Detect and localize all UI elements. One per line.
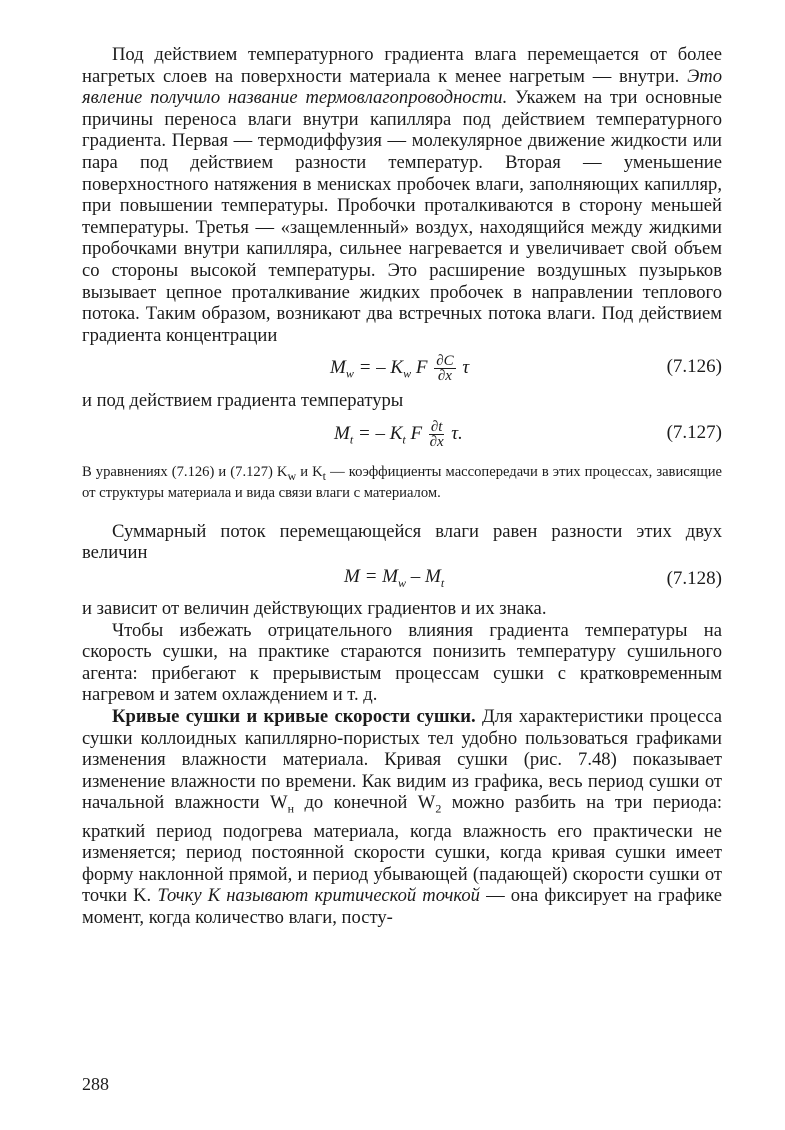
equation-label: (7.127): [666, 421, 722, 443]
text-run: Укажем на три основные причины переноса влаги внутри капилляра под действием температурного градиента. Первая — термодиффузия — молекулярное движение жидкости или пара под действием разности температур. Вторая — уменьшение поверхностного натяжения в менисках пробочек влаги, заполняющих капилляр, при повышении температуры. Пробочки проталкиваются в сторону меньшей температуры. Третья — «защемленный» воздух, находящийся между жидкими пробочками внутри капилляра, сильнее нагревается и увеличивает свой объем со стороны высокой температуры. Это расширение воздушных пузырьков вызывает цепное проталкивание жидких пробочек в направлении теплового потока. Таким образом, возникают два встречных потока влаги. Под действием градиента концентрации: [82, 87, 722, 346]
formula: $M_t$ = – $K_t$ F $\frac{\partial t}{\partial x}$ τ.: [334, 418, 463, 450]
section-heading: Кривые сушки и кривые скорости сушки.: [112, 705, 476, 727]
formula: $M = M_w - M_t$: [344, 566, 445, 590]
equation-7-126: [82, 346, 722, 390]
fraction: $\frac{\partial C}{\partial x}$: [436, 353, 454, 385]
footnote-coefficients: В уравнениях (7.126) и (7.127) $K_w$ и $K_t$ — коэффициенты массопередачи в этих процессах, зависящие от структуры материала и вида связи влаги с материалом.: [82, 463, 722, 502]
equation-7-127: [82, 412, 722, 456]
equation-label: (7.128): [666, 568, 722, 589]
paragraph-temperature-gradient: и под действием градиента температуры: [82, 390, 404, 412]
page-number: 288: [82, 1074, 109, 1094]
equation-7-128: [82, 558, 722, 598]
fraction: $\frac{\partial t}{\partial x}$: [429, 418, 444, 450]
paragraph-total-flow: Суммарный поток перемещающейся влаги равен разности этих двух величин: [82, 520, 722, 564]
formula: $M_w$ = – $K_w$ F $\frac{\partial C}{\partial x}$ τ: [330, 353, 470, 385]
text-run: Под действием температурного градиента влага перемещается от более нагретых слоев на поверхности материала к менее нагретым — внутри.: [82, 44, 722, 87]
paragraph-thermo-moisture: [82, 44, 722, 346]
paragraph-avoid-negative: Чтобы избежать отрицательного влияния градиента температуры на скорость сушки, на практике стараются понизить температуру сушильного агента: прибегают к прерывистым процессам сушки с кратковременным нагревом и затем охлаждением и т. д.: [82, 619, 722, 706]
paragraph-drying-curves: Кривые сушки и кривые скорости сушки. Для характеристики процесса сушки коллоидных капиллярно-пористых тел удобно пользоваться графиками изменения влажности материала. Кривая сушки (рис. 7.48) показывает изменение влажности по времени. Как видим из графика, весь период сушки от начальной влажности $W_н$ до конечной $W_2$ можно разбить на три периода: краткий период подогрева материала, когда влажность его практически не изменяется; период постоянной скорости сушки, когда кривая сушки имеет форму наклонной прямой, и период убывающей (падающей) скорости сушки от точки K. Точку K называют критической точкой — она фиксирует на графике момент, когда количество влаги, посту-: [82, 705, 723, 929]
text-run-italic: Это явление получило название термовлагопроводности.: [82, 65, 722, 109]
paragraph-depends: и зависит от величин действующих градиентов и их знака.: [82, 598, 547, 619]
page-body: [82, 44, 722, 929]
equation-label: (7.126): [666, 356, 722, 378]
